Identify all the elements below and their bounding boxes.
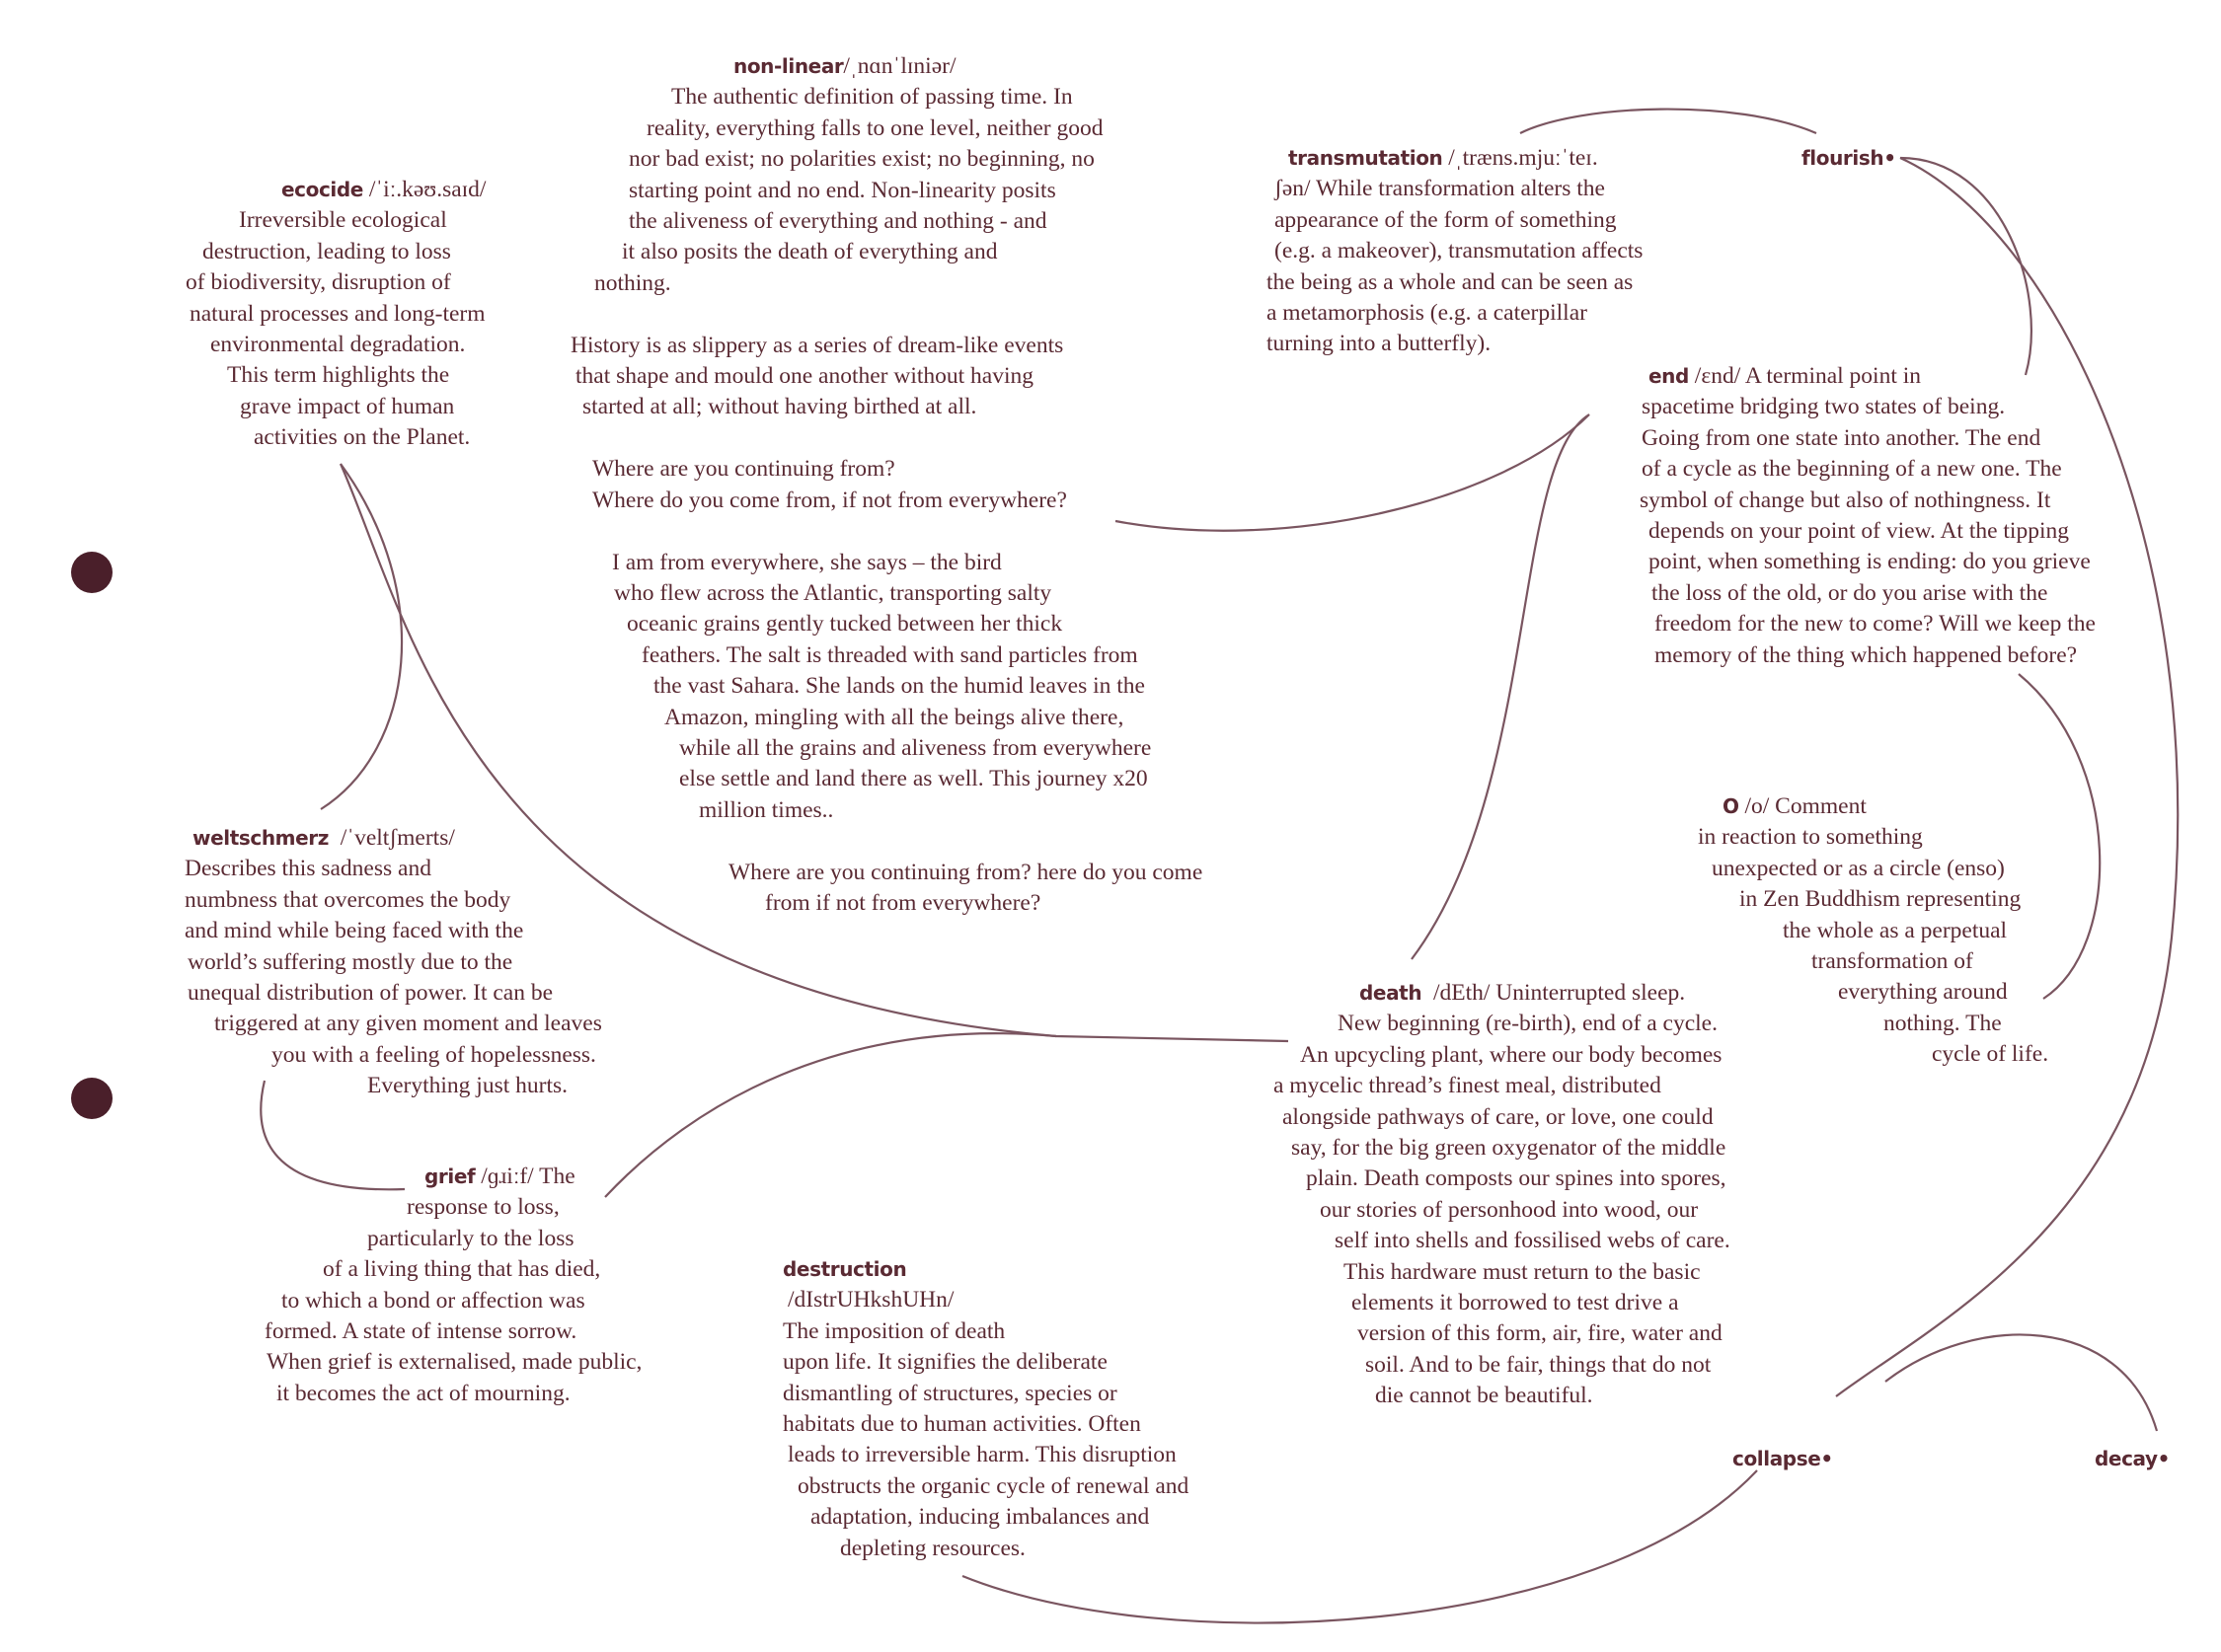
label-flourish: flourish• [1801,146,1896,170]
text-line: destruction, leading to loss [202,238,451,264]
text-line: An upcycling plant, where our body becomes [1300,1041,1723,1068]
text-line: the vast Sahara. She lands on the humid leaves in the [653,673,1145,700]
text-line: This hardware must return to the basic [1343,1258,1701,1285]
text-line: Everything just hurts. [367,1073,568,1099]
pronunciation: /dIstrUHkshUHn/ [788,1287,955,1314]
text-line: starting point and no end. Non-linearity posits [629,177,1056,203]
text-line: adaptation, inducing imbalances and [810,1504,1150,1531]
term-title: destruction [783,1257,907,1281]
text-line: depends on your point of view. At the tipping [1648,518,2069,545]
text-line: appearance of the form of something [1274,206,1617,233]
text-line: everything around [1838,979,2008,1006]
connector-collapse-decay [1885,1335,2157,1431]
pronunciation: /ɡɹiːf/ [481,1164,534,1189]
text-line: reality, everything falls to one level, neither good [647,114,1104,141]
text-line: spacetime bridging two states of being. [1642,394,2006,420]
text-line: started at all; without having birthed at all. [582,394,977,420]
term-title: transmutation [1288,146,1443,170]
text-line: unequal distribution of power. It can be [188,980,554,1007]
connector-grief-death [605,1033,1056,1197]
text-line: particularly to the loss [367,1225,574,1251]
text-line: else settle and land there as well. This journey x20 [679,766,1148,792]
text-line: self into shells and fossilised webs of care. [1335,1228,1730,1254]
text-line: say, for the big green oxygenator of the middle [1291,1135,1726,1162]
text-line: version of this form, air, fire, water and [1357,1320,1723,1347]
text-line: while all the grains and aliveness from everywhere [679,734,1152,761]
pronunciation: /ˈiː.kəʊ.saɪd/ [368,177,487,202]
text-line: Amazon, mingling with all the beings alive there, [664,704,1124,730]
text-line: obstructs the organic cycle of renewal and [798,1472,1189,1499]
text-line: nothing. The [1883,1010,2002,1036]
text-line: soil. And to be fair, things that do not [1365,1351,1712,1378]
text-line: Where do you come from, if not from everywhere? [592,487,1067,513]
text-line: the aliveness of everything and nothing - and [629,208,1047,235]
bullet-dot [71,552,113,593]
text-line: our stories of personhood into wood, our [1320,1196,1699,1223]
pronunciation: /ˌtræns.mjuːˈteɪ. [1448,145,1598,171]
text-line: Going from one state into another. The end [1642,424,2041,451]
text-line: natural processes and long-term [190,300,486,327]
text-line: of a cycle as the beginning of a new one. The [1642,456,2062,483]
text-line: of a living thing that has died, [323,1256,601,1283]
text-line: Where are you continuing from? [592,456,895,483]
text-line: the loss of the old, or do you arise with the [1651,579,2048,606]
text-line: turning into a butterfly). [1266,331,1492,357]
text-line: symbol of change but also of nothingness. It [1640,487,2051,513]
text-line: When grief is externalised, made public, [267,1349,643,1376]
text-line: numbness that overcomes the body [185,886,511,913]
text-line: Uninterrupted sleep. [1495,980,1686,1006]
term-title: end [1648,364,1689,388]
text-line: habitats due to human activities. Often [783,1411,1141,1438]
connector-flourish-collapse [1836,158,2178,1396]
text-line: feathers. The salt is threaded with sand particles from [642,641,1138,668]
text-line: oceanic grains gently tucked between her thick [627,611,1063,638]
text-line: memory of the thing which happened before? [1654,641,2078,668]
entry-o [1688,791,2048,1071]
connector-end-death [1412,414,1589,959]
text-line: grave impact of human [240,393,455,419]
text-line: Describes this sadness and [185,856,431,882]
entry-transmutation [1266,143,1643,360]
pronunciation: /ˈveltʃmerts/ [340,825,455,851]
text-line: freedom for the new to come? Will we keep the [1654,611,2096,638]
text-line: to which a bond or affection was [281,1287,585,1314]
text-line: the whole as a perpetual [1783,917,2008,943]
entry-death [1268,978,1730,1412]
text-line: million times.. [699,796,834,823]
text-line: alongside pathways of care, or love, one could [1282,1103,1714,1130]
text-line: who flew across the Atlantic, transporting salty [614,579,1052,606]
text-line: environmental degradation. [210,332,466,358]
entry-grief [262,1162,642,1409]
text-line: it also posits the death of everything and [622,239,998,265]
text-line: point, when something is ending: do you grieve [1648,549,2091,575]
text-line: nor bad exist; no polarities exist; no beginning, no [629,146,1095,173]
text-line: world’s suffering mostly due to the [188,948,513,975]
term-title: ecocide [281,178,363,201]
text-line: The imposition of death [783,1317,1006,1344]
text-line: activities on the Planet. [254,424,471,451]
entry-ecocide [183,175,486,454]
bullet-dot [71,1078,113,1119]
term-title: weltschmerz [192,826,329,850]
term-title: grief [424,1164,476,1188]
text-line: A terminal point in [1744,363,1922,389]
text-line: leads to irreversible harm. This disruption [788,1442,1177,1468]
text-line: upon life. It signifies the deliberate [783,1349,1108,1376]
text-line: depleting resources. [840,1535,1026,1561]
text-line: elements it borrowed to test drive a [1351,1290,1679,1316]
text-line: that shape and mould one another without having [575,363,1034,390]
term-title: death [1359,981,1422,1005]
text-line: nothing. [594,269,671,296]
text-line: formed. A state of intense sorrow. [265,1318,577,1345]
text-line: in reaction to something [1698,824,1923,851]
text-line: triggered at any given moment and leaves [214,1011,602,1037]
text-line: Comment [1775,793,1867,819]
text-line: While transformation alters the [1316,176,1605,202]
text-line: (e.g. a makeover), transmutation affects [1274,238,1644,264]
text-line: The [539,1164,575,1189]
connector-flourish-end [1900,158,2031,375]
text-line: Irreversible ecological [239,207,447,234]
term-title: non-linear [733,54,844,78]
text-line: response to loss, [407,1194,560,1221]
text-line: New beginning (re-birth), end of a cycle. [1338,1011,1718,1037]
text-line: cycle of life. [1932,1041,2049,1068]
text-line: in Zen Buddhism representing [1739,886,2022,913]
pronunciation: /ɛnd/ [1694,363,1741,389]
text-line: History is as slippery as a series of dream-like events [571,332,1064,358]
text-line: dismantling of structures, species or [783,1380,1117,1406]
text-line: I am from everywhere, she says – the bird [612,549,1002,575]
pronunciation: ʃən/ [1274,176,1311,202]
text-line: from if not from everywhere? [765,889,1041,916]
text-line: unexpected or as a circle (enso) [1712,855,2005,881]
text-line: you with a feeling of hopelessness. [271,1041,596,1068]
text-line: Where are you continuing from? here do you come [728,859,1203,885]
text-line: This term highlights the [227,362,450,389]
text-line: it becomes the act of mourning. [276,1380,571,1406]
text-line: transformation of [1811,948,1973,975]
text-line: of biodiversity, disruption of [186,269,451,296]
pronunciation: /o/ [1744,793,1770,819]
text-line: plain. Death composts our spines into spores, [1306,1165,1726,1192]
text-line: and mind while being faced with the [185,918,524,944]
text-line: a metamorphosis (e.g. a caterpillar [1266,300,1587,327]
entry-weltschmerz [183,823,602,1102]
term-title: O [1723,794,1739,818]
entry-end [1634,361,2096,671]
label-collapse: collapse• [1732,1447,1833,1470]
pronunciation: /dEth/ [1432,980,1491,1006]
text-line: The authentic definition of passing time. In [671,84,1073,111]
connector-flourish-transmutation [1520,110,1816,133]
text-line: the being as a whole and can be seen as [1266,268,1634,295]
text-line: a mycelic thread’s finest meal, distributed [1273,1073,1661,1099]
text-line: die cannot be beautiful. [1375,1383,1593,1409]
label-decay: decay• [2095,1447,2171,1470]
entry-destruction [783,1254,1188,1564]
entry-non-linear [568,51,1202,919]
pronunciation: /ˌnɑnˈlɪniər/ [843,53,957,79]
